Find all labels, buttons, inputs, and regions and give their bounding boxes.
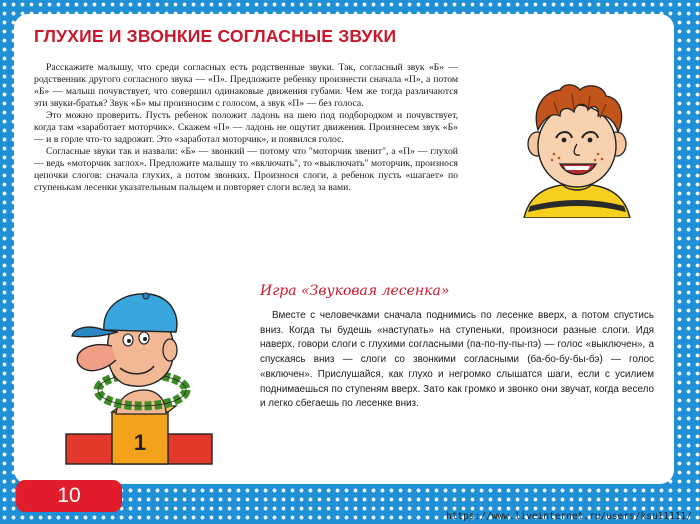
game-title: Игра «Звуковая лесенка» [260, 283, 450, 299]
boy-illustration [502, 80, 652, 218]
mascot-illustration [58, 284, 220, 466]
page-number: 10 [16, 480, 122, 512]
page-title: ГЛУХИЕ И ЗВОНКИЕ СОГЛАСНЫЕ ЗВУКИ [34, 26, 397, 46]
intro-text [34, 62, 458, 195]
watermark-url[interactable]: https://www.liveinternet.ru/users/ksu11111/ [446, 511, 692, 522]
game-text: Вместе с человечками сначала поднимись по лесенке вверх, а потом спустись вниз. Когда ты будешь «наступать» на ступеньки, произноси разные слоги. Идя наверх, говори слоги с глухими согласными (па-по-пу-пы-пэ) — голос «выключен», а спускаясь вниз — слоги со звонкими согласными (ба-бо-бу-бы-бэ) — голос «включен». Прислушайся, как глухо и негромко слышатся шаги, если с усилием поднимаешься по ступеням вверх. Зато как громко и звонко они звучат, когда весело и легко сбегаешь по лесенке вниз. [260, 310, 654, 410]
intro-paragraph: Это можно проверить. Пусть ребенок положит ладонь на шею под подбородком и почувствует, когда там «заработает моторчик». Скажем «П» — ладонь не ощутит движения. Произнесем звук «Б» — и в горле что-то задрожит. Это «заработал моторчик», и появился голос. [34, 110, 458, 146]
intro-paragraph: Согласные звуки так и назвали: «Б» — звонкий — потому что "моторчик звенит", а «П» — глухой — ведь «моторчик заглох». Предложите малышу то «включать", то «выключать" моторчик, произнося цепочки слогов: сначала глухих, а потом звонких. Произнося слоги, а ребенок пусть «шагает» по ступенькам лесенки указательным пальцем и повторяет слоги вслед за вами. [34, 146, 458, 194]
page-sheet [14, 14, 674, 484]
intro-paragraph: Расскажите малышу, что среди согласных есть родственные звуки. Так, согласный звук «Б» — родственник другого согласного звука — «П». Предложите ребенку произнести сначала «П», а потом «Б» — малыш почувствует, что совершил одинаковые движения губами. Чем же тогда различаются эти звуки-братья? Звук «Б» мы произносим с голосом, а звук «П» — без голоса. [34, 62, 458, 110]
podium-number: 1 [133, 430, 147, 455]
